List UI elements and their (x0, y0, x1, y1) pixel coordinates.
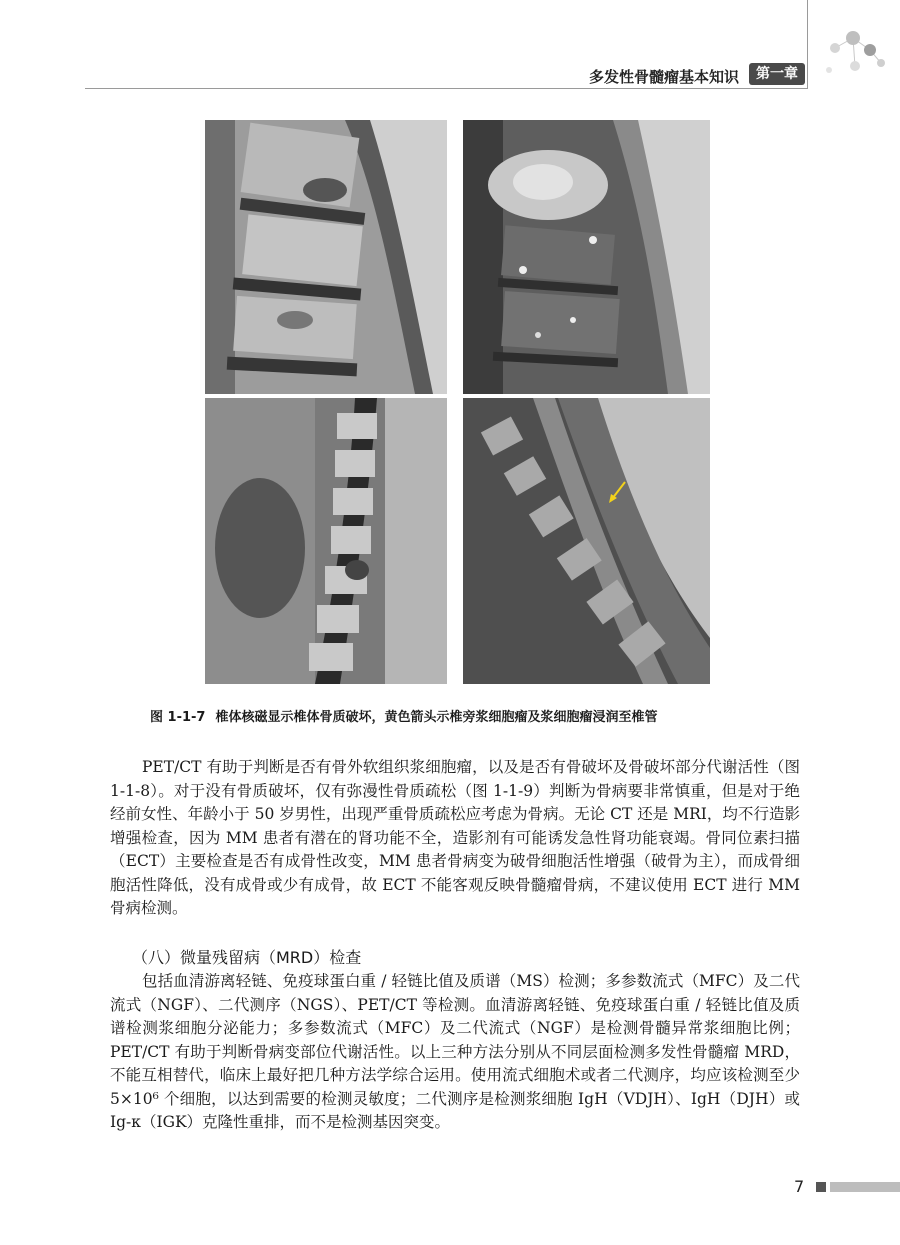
header-vertical-rule (807, 0, 808, 89)
page-footer-bar (830, 1182, 900, 1192)
paragraph-2-text: 包括血清游离轻链、免疫球蛋白重 / 轻链比值及质谱（MS）检测；多参数流式（MFC）及二代流式（NGF）、二代测序（NGS）、PET/CT 等检测。血清游离轻链、免疫球蛋白重 / 轻链比值及质谱检测浆细胞分泌能力；多参数流式（MFC）及二代流式（NGF）是检测骨髓异常浆细胞比例；PET/CT 有助于判断骨病变部位代谢活性。以上三种方法分别从不同层面检测多发性骨髓瘤 MRD，不能互相替代，临床上最好把几种方法学综合运用。使用流式细胞术或者二代测序，均应该检测至少 5×10⁶ 个细胞，以达到需要的检测灵敏度；二代测序是检测浆细胞 IgH（VDJH）、IgH（DJH）或 Ig-κ（IGK）克隆性重排，而不是检测基因突变。 (110, 972, 800, 1131)
chapter-badge: 第一章 (749, 63, 805, 85)
figure-number: 图 1-1-7 (150, 710, 206, 725)
page-number: 7 (794, 1177, 805, 1196)
paragraph-mrd (110, 970, 800, 1135)
mri-panel-top-left (205, 120, 447, 394)
mri-panel-bottom-left (205, 398, 447, 684)
figure-caption-text: 椎体核磁显示椎体骨质破坏，黄色箭头示椎旁浆细胞瘤及浆细胞瘤浸润至椎管 (215, 710, 658, 725)
figure-caption (150, 706, 770, 725)
section-heading-mrd: （八）微量残留病（MRD）检查 (132, 948, 362, 967)
molecule-decoration-icon (815, 18, 895, 88)
page-number-marker (816, 1182, 826, 1192)
paragraph-pet-ct (110, 756, 800, 921)
header-rule (85, 88, 807, 89)
mri-panel-top-right (463, 120, 710, 394)
book-title: 多发性骨髓瘤基本知识 (588, 68, 739, 86)
paragraph-1-text: PET/CT 有助于判断是否有骨外软组织浆细胞瘤，以及是否有骨破坏及骨破坏部分代谢活性（图 1-1-8）。对于没有骨质破坏，仅有弥漫性骨质疏松（图 1-1-9）判断为骨病要非常慎重，但是对于绝经前女性、年龄小于 50 岁男性，出现严重骨质疏松应考虑为骨病。无论 CT 还是 MRI，均不行造影增强检查，因为 MM 患者有潜在的肾功能不全，造影剂有可能诱发急性肾功能衰竭。骨同位素扫描（ECT）主要检查是否有成骨性改变，MM 患者骨病变为破骨细胞活性增强（破骨为主），而成骨细胞活性降低，没有成骨或少有成骨，故 ECT 不能客观反映骨髓瘤骨病，不建议使用 ECT 进行 MM 骨病检测。 (110, 758, 800, 917)
mri-panel-bottom-right (463, 398, 710, 684)
